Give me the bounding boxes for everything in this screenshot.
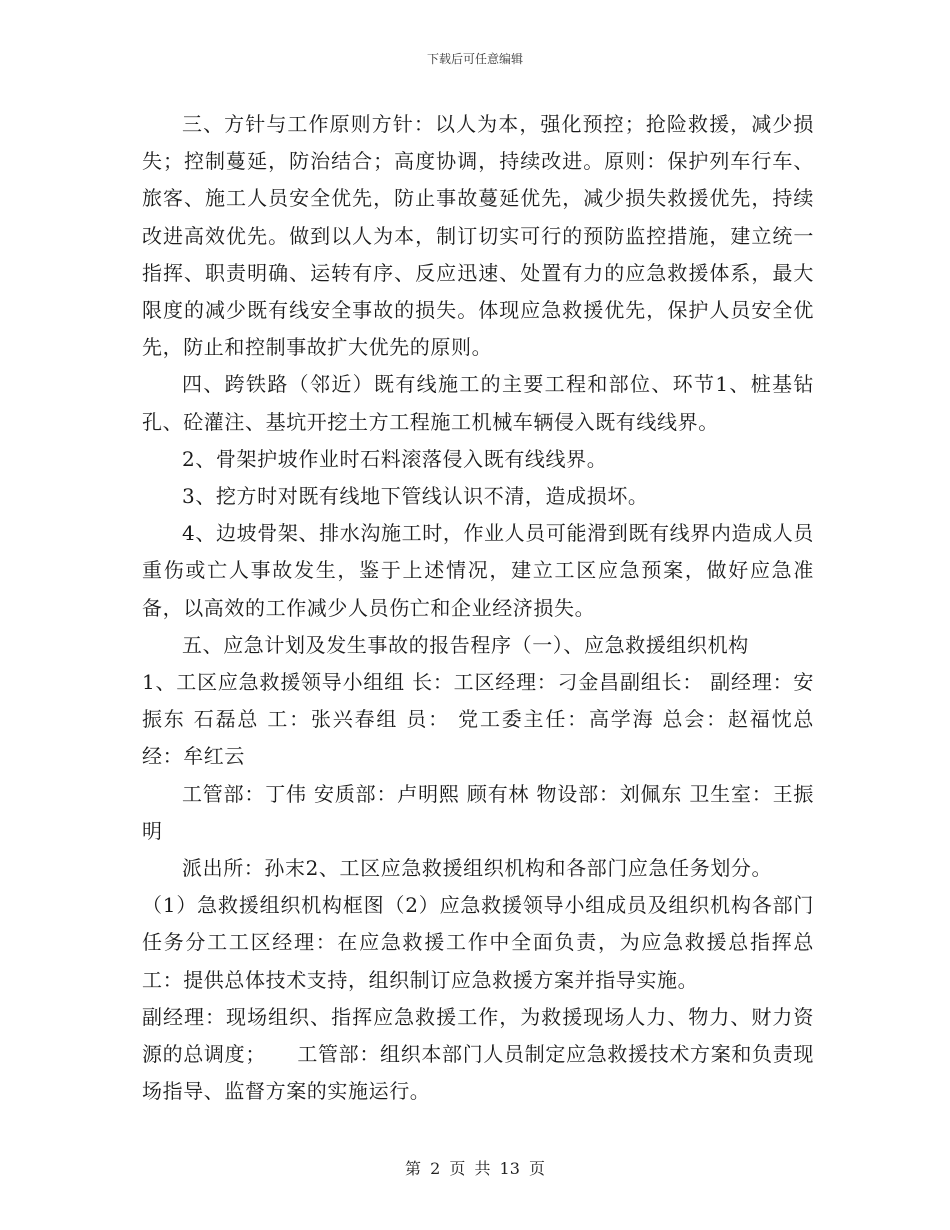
page-footer: 第 2 页 共 13 页 [405,1159,545,1178]
paragraph-main-works: 四、跨铁路（邻近）既有线施工的主要工程和部位、环节1、桩基钻孔、砼灌注、基坑开挖土方工程施工机械车辆侵入既有线线界。 [142,372,814,434]
paragraph-leadership-group: 1、工区应急救援领导小组组 长：工区经理：刁金昌副组长： 副经理：安振东 石磊总 工：张兴春组 员： 党工委主任：高学海 总会：赵福忱总经：牟红云 [142,670,814,769]
paragraph-org-chart: （1）急救援组织机构框图（2）应急救援领导小组成员及组织机构各部门任务分工工区经理：在应急救援工作中全面负责，为应急救援总指挥总工：提供总体技术支持，组织制订应急救援方案并指导实施。 [142,893,814,992]
document-body [142,106,814,1110]
paragraph-deputy-manager: 副经理：现场组织、指挥应急救援工作，为救援现场人力、物力、财力资源的总调度； 工管部：组织本部门人员制定应急救援技术方案和负责现场指导、监督方案的实施运行。 [142,1004,814,1104]
paragraph-principles: 三、方针与工作原则方针：以人为本，强化预控；抢险救援，减少损失；控制蔓延，防治结合；高度协调，持续改进。原则：保护列车行车、旅客、施工人员安全优先，防止事故蔓延优先，减少损失救援优先，持续改进高效优先。做到以人为本，制订切实可行的预防监控措施，建立统一指挥、职责明确、运转有序、反应迅速、处置有力的应急救援体系，最大限度的减少既有线安全事故的损失。体现应急救援优先，保护人员安全优先，防止和控制事故扩大优先的原则。 [142,112,814,360]
page-header: 下载后可任意编辑 [426,52,523,66]
paragraph-item-2: 2、骨架护坡作业时石料滚落侵入既有线线界。 [182,446,608,471]
paragraph-emergency-plan: 五、应急计划及发生事故的报告程序（一）、应急救援组织机构 [182,632,749,657]
paragraph-police-station: 派出所：孙末2、工区应急救援组织机构和各部门应急任务划分。 [182,856,773,881]
paragraph-item-4: 4、边坡骨架、排水沟施工时，作业人员可能滑到既有线界内造成人员重伤或亡人事故发生，鉴于上述情况，建立工区应急预案，做好应急准备，以高效的工作减少人员伤亡和企业经济损失。 [142,521,814,620]
paragraph-item-3: 3、挖方时对既有线地下管线认识不清，造成损坏。 [182,484,649,509]
paragraph-departments: 工管部：丁伟 安质部：卢明熙 顾有林 物设部：刘佩东 卫生室：王振明 [142,781,814,843]
